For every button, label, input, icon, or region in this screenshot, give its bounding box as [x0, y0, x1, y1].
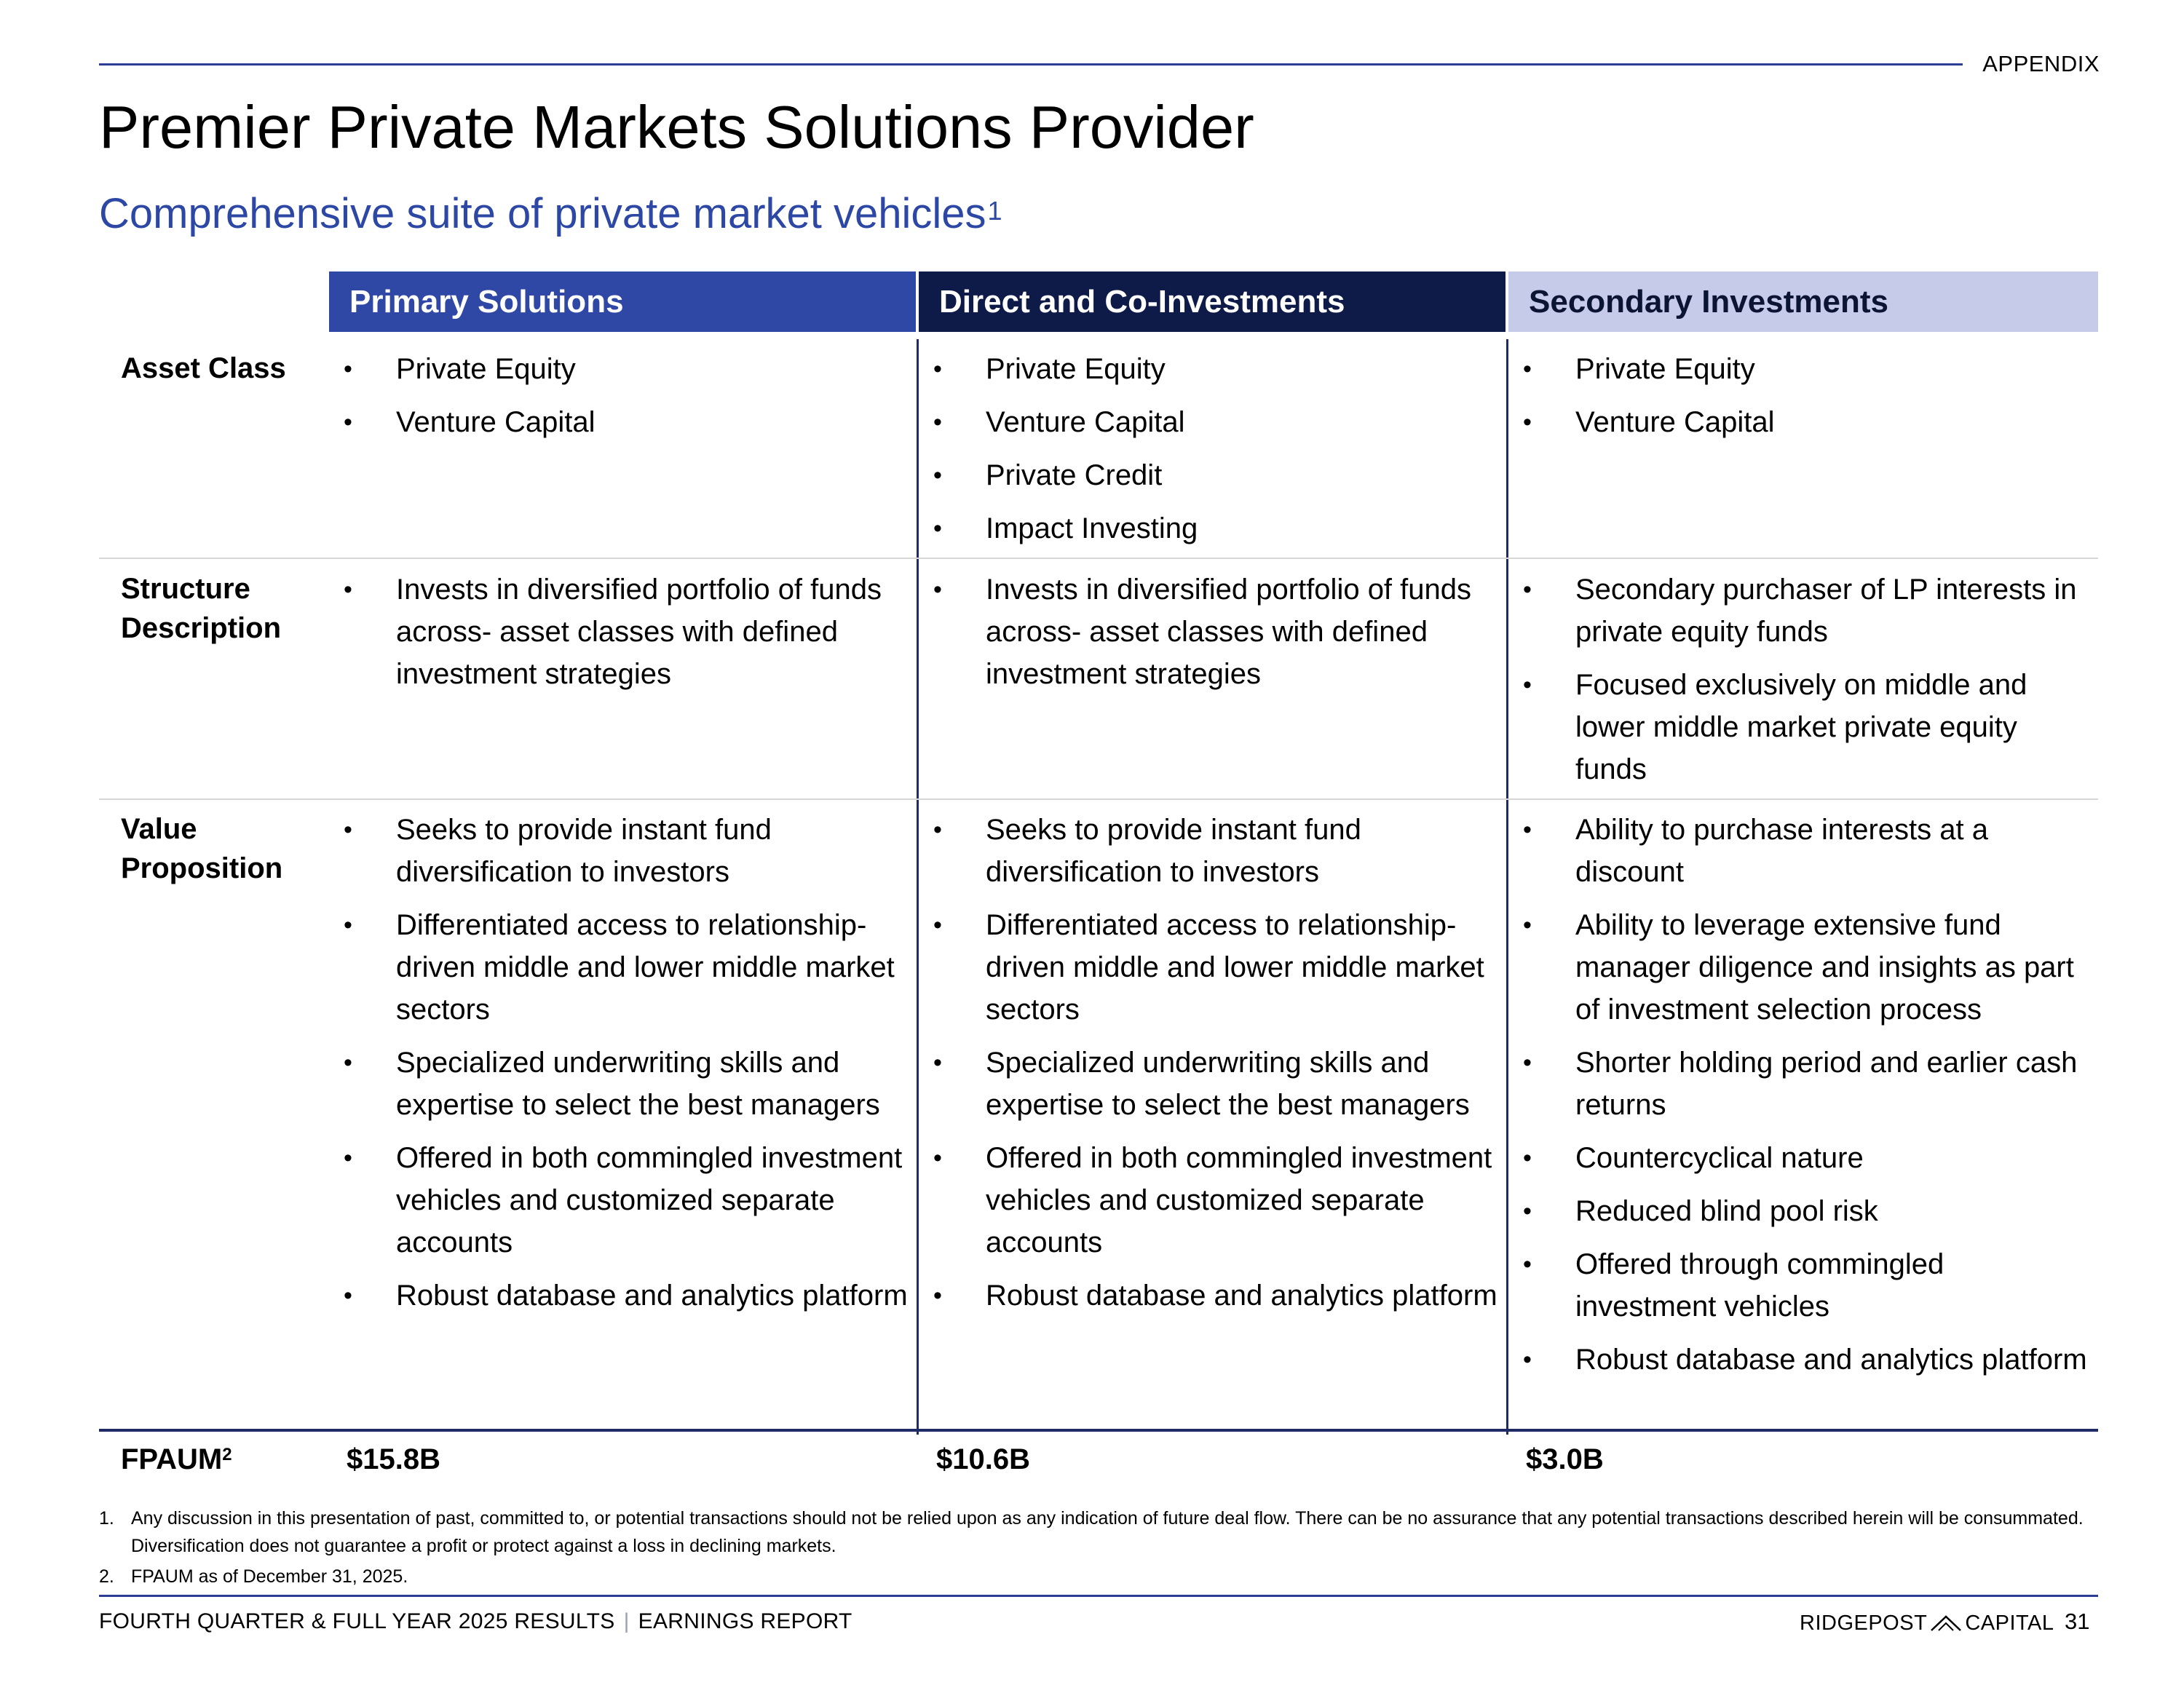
- bullet-list: [919, 568, 1498, 695]
- bullet-list: [1508, 348, 2091, 443]
- cell-value-direct: [919, 809, 1498, 1328]
- bullet-list: [1508, 809, 2091, 1381]
- bullet-item: • Shorter holding period and earlier cash returns: [1508, 1042, 2091, 1126]
- bullet-item: • Robust database and analytics platform: [329, 1274, 909, 1317]
- bullet-item: • Private Equity: [329, 348, 909, 390]
- bullet-item: • Private Credit: [919, 454, 1498, 496]
- section-label: APPENDIX: [1982, 51, 2100, 76]
- bullet-item: • Countercyclical nature: [1508, 1137, 2091, 1179]
- fpaum-value-direct: $10.6B: [936, 1443, 1030, 1475]
- bullet-item: • Venture Capital: [329, 401, 909, 443]
- column-header-direct-co-investments: Direct and Co-Investments: [919, 271, 1506, 332]
- column-header-primary-solutions: Primary Solutions: [329, 271, 916, 332]
- bullet-list: [919, 348, 1498, 550]
- page-number: 31: [2065, 1609, 2090, 1634]
- bullet-item: • Seeks to provide instant fund diversification to investors: [329, 809, 909, 893]
- cell-structure-secondary: [1508, 568, 2091, 801]
- row-label-asset-class: Asset Class: [121, 352, 286, 384]
- row-label-value-proposition: Value Proposition: [121, 813, 283, 884]
- bullet-item: • Ability to purchase interests at a discount: [1508, 809, 2091, 893]
- bullet-item: • Differentiated access to relationship-driven middle and lower middle market sectors: [329, 904, 909, 1031]
- cell-asset-class-direct: [919, 348, 1498, 560]
- page-title: Premier Private Markets Solutions Provider: [99, 93, 1254, 161]
- bullet-item: • Offered in both commingled investment vehicles and customized separate accounts: [919, 1137, 1498, 1264]
- bullet-list: [1508, 568, 2091, 790]
- mountain-peak-icon: [1930, 1614, 1962, 1632]
- subtitle-text: Comprehensive suite of private market vehicles: [99, 190, 986, 237]
- footnote-text: FPAUM as of December 31, 2025.: [131, 1566, 408, 1587]
- footer-divider: |: [623, 1609, 630, 1633]
- cell-structure-direct: [919, 568, 1498, 706]
- bullet-item: • Specialized underwriting skills and expertise to select the best managers: [919, 1042, 1498, 1126]
- bullet-item: • Differentiated access to relationship-driven middle and lower middle market sectors: [919, 904, 1498, 1031]
- bullet-item: • Invests in diversified portfolio of funds across- asset classes with defined investment strategies: [329, 568, 909, 695]
- bullet-item: • Offered in both commingled investment vehicles and customized separate accounts: [329, 1137, 909, 1264]
- bullet-item: • Robust database and analytics platform: [919, 1274, 1498, 1317]
- bullet-item: • Private Equity: [919, 348, 1498, 390]
- bullet-item: • Venture Capital: [919, 401, 1498, 443]
- bullet-item: • Ability to leverage extensive fund manager diligence and insights as part of investment selection process: [1508, 904, 2091, 1031]
- logo-text-right: CAPITAL: [1965, 1611, 2054, 1635]
- bullet-item: • Seeks to provide instant fund diversification to investors: [919, 809, 1498, 893]
- cell-value-primary: [329, 809, 909, 1328]
- bullet-item: • Private Equity: [1508, 348, 2091, 390]
- bullet-list: [329, 348, 909, 443]
- row-label-fpaum: [121, 1440, 232, 1479]
- cell-asset-class-primary: [329, 348, 909, 454]
- fpaum-footnote-marker: 2: [222, 1445, 232, 1464]
- footer-rule: [99, 1595, 2098, 1597]
- footnote: [99, 1504, 2111, 1560]
- column-header-secondary-investments: Secondary Investments: [1508, 271, 2098, 332]
- footer-report-period: FOURTH QUARTER & FULL YEAR 2025 RESULTS: [99, 1609, 615, 1633]
- footnote-number: 2.: [99, 1566, 114, 1587]
- bullet-item: • Reduced blind pool risk: [1508, 1190, 2091, 1232]
- logo-text-left: RIDGEPOST: [1800, 1611, 1928, 1635]
- bullet-item: • Impact Investing: [919, 507, 1498, 550]
- cell-value-secondary: [1508, 809, 2091, 1392]
- footnote: [99, 1563, 2111, 1590]
- footer-report-type: EARNINGS REPORT: [638, 1609, 852, 1633]
- bullet-item: • Specialized underwriting skills and expertise to select the best managers: [329, 1042, 909, 1126]
- footnote-text: Any discussion in this presentation of past, committed to, or potential transactions should not be relied upon as any indication of future deal flow. There can be no assurance that any potential transactions described herein will be consummated. Diversification does not guarantee a profit or protect against a loss in declining markets.: [131, 1508, 2084, 1556]
- bullet-item: • Invests in diversified portfolio of funds across- asset classes with defined investment strategies: [919, 568, 1498, 695]
- fpaum-value-secondary: $3.0B: [1526, 1443, 1604, 1475]
- fpaum-row-rule: [99, 1429, 2098, 1432]
- footer-report-label: [99, 1607, 852, 1636]
- company-logo: [1800, 1609, 2054, 1638]
- footnote-number: 1.: [99, 1508, 114, 1529]
- subtitle-footnote-marker: 1: [987, 196, 1002, 226]
- fpaum-value-primary: $15.8B: [347, 1443, 440, 1475]
- fpaum-label-text: FPAUM: [121, 1443, 223, 1475]
- bullet-list: [329, 568, 909, 695]
- cell-structure-primary: [329, 568, 909, 706]
- bullet-item: • Venture Capital: [1508, 401, 2091, 443]
- page-subtitle: [99, 188, 1002, 240]
- cell-asset-class-secondary: [1508, 348, 2091, 454]
- bullet-item: • Secondary purchaser of LP interests in private equity funds: [1508, 568, 2091, 653]
- bullet-list: [329, 809, 909, 1317]
- bullet-item: • Robust database and analytics platform: [1508, 1339, 2091, 1381]
- bullet-item: • Offered through commingled investment vehicles: [1508, 1243, 2091, 1328]
- bullet-item: • Focused exclusively on middle and lower middle market private equity funds: [1508, 664, 2091, 790]
- top-rule: [99, 63, 1963, 66]
- row-label-structure-description: Structure Description: [121, 573, 282, 644]
- bullet-list: [919, 809, 1498, 1317]
